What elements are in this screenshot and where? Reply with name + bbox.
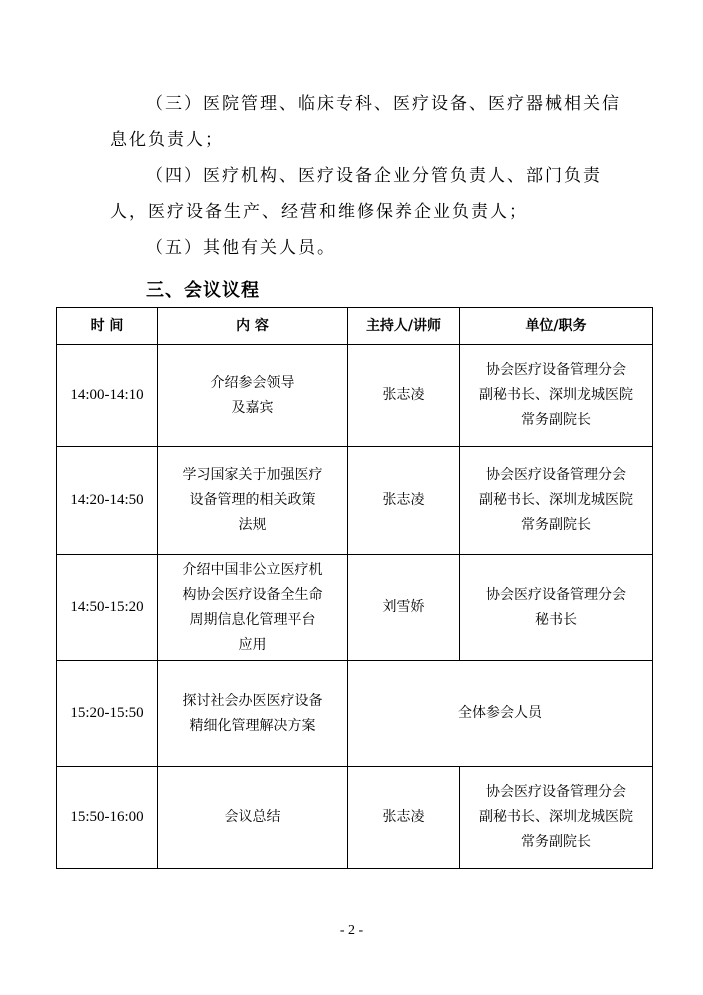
host-cell: 刘雪娇 (348, 555, 460, 661)
content-line: 探讨社会办医医疗设备 (182, 692, 323, 709)
header-time: 时 间 (57, 308, 158, 345)
unit-cell (460, 555, 653, 661)
content-line: 设备管理的相关政策 (189, 492, 316, 508)
host-cell: 张志凌 (348, 767, 460, 869)
content-cell (158, 345, 348, 447)
time-cell: 14:50-15:20 (57, 555, 158, 661)
content-line: 学习国家关于加强医疗 (182, 467, 323, 483)
host-cell: 张志凌 (348, 447, 460, 555)
table-row (57, 767, 653, 869)
content-line: 法规 (238, 517, 267, 533)
paragraph-3: （三）医院管理、临床专科、医疗设备、医疗器械相关信息化负责人； (110, 94, 621, 150)
table-row (57, 345, 653, 447)
unit-line: 协会医疗设备管理分会 (486, 784, 626, 800)
table-header-row (57, 308, 653, 345)
content-cell (158, 767, 348, 869)
unit-line: 协会医疗设备管理分会 (486, 362, 626, 378)
time-cell: 15:50-16:00 (57, 767, 158, 869)
content-cell (158, 661, 348, 767)
time-cell: 14:00-14:10 (57, 345, 158, 447)
unit-line: 秘书长 (535, 611, 577, 628)
unit-line: 常务副院长 (521, 834, 591, 850)
host-cell: 张志凌 (348, 345, 460, 447)
page-number: - 2 - (339, 923, 364, 938)
paragraph-4: （四）医疗机构、医疗设备企业分管负责人、部门负责人，医疗设备生产、经营和维修保养企业负责人； (110, 166, 602, 222)
section-heading: 三、会议议程 (146, 280, 260, 301)
unit-line: 常务副院长 (521, 517, 591, 533)
content-line: 介绍参会领导 (210, 374, 295, 391)
time-cell: 15:20-15:50 (57, 661, 158, 767)
agenda-table (56, 307, 653, 869)
content-line: 构协会医疗设备全生命 (182, 586, 323, 603)
unit-line: 协会医疗设备管理分会 (486, 586, 626, 603)
content-cell (158, 555, 348, 661)
content-line: 精细化管理解决方案 (189, 717, 316, 734)
content-line: 介绍中国非公立医疗机 (182, 561, 323, 578)
header-content: 内 容 (158, 308, 348, 345)
unit-line: 常务副院长 (521, 412, 591, 428)
unit-cell (460, 447, 653, 555)
unit-line: 副秘书长、深圳龙城医院 (479, 387, 633, 403)
content-cell (158, 447, 348, 555)
content-line: 应用 (238, 636, 267, 653)
content-line: 会议总结 (224, 809, 281, 825)
merged-participants-cell: 全体参会人员 (348, 661, 653, 767)
unit-line: 副秘书长、深圳龙城医院 (479, 492, 633, 508)
table-row (57, 661, 653, 767)
table-row (57, 447, 653, 555)
unit-cell (460, 345, 653, 447)
header-unit: 单位/职务 (460, 308, 653, 345)
time-cell: 14:20-14:50 (57, 447, 158, 555)
content-line: 及嘉宾 (231, 399, 274, 416)
unit-line: 协会医疗设备管理分会 (486, 467, 626, 483)
paragraph-5: （五）其他有关人员。 (146, 238, 336, 258)
table-row (57, 555, 653, 661)
unit-line: 副秘书长、深圳龙城医院 (479, 809, 633, 825)
header-host: 主持人/讲师 (348, 308, 460, 345)
content-line: 周期信息化管理平台 (189, 611, 316, 628)
unit-cell (460, 767, 653, 869)
